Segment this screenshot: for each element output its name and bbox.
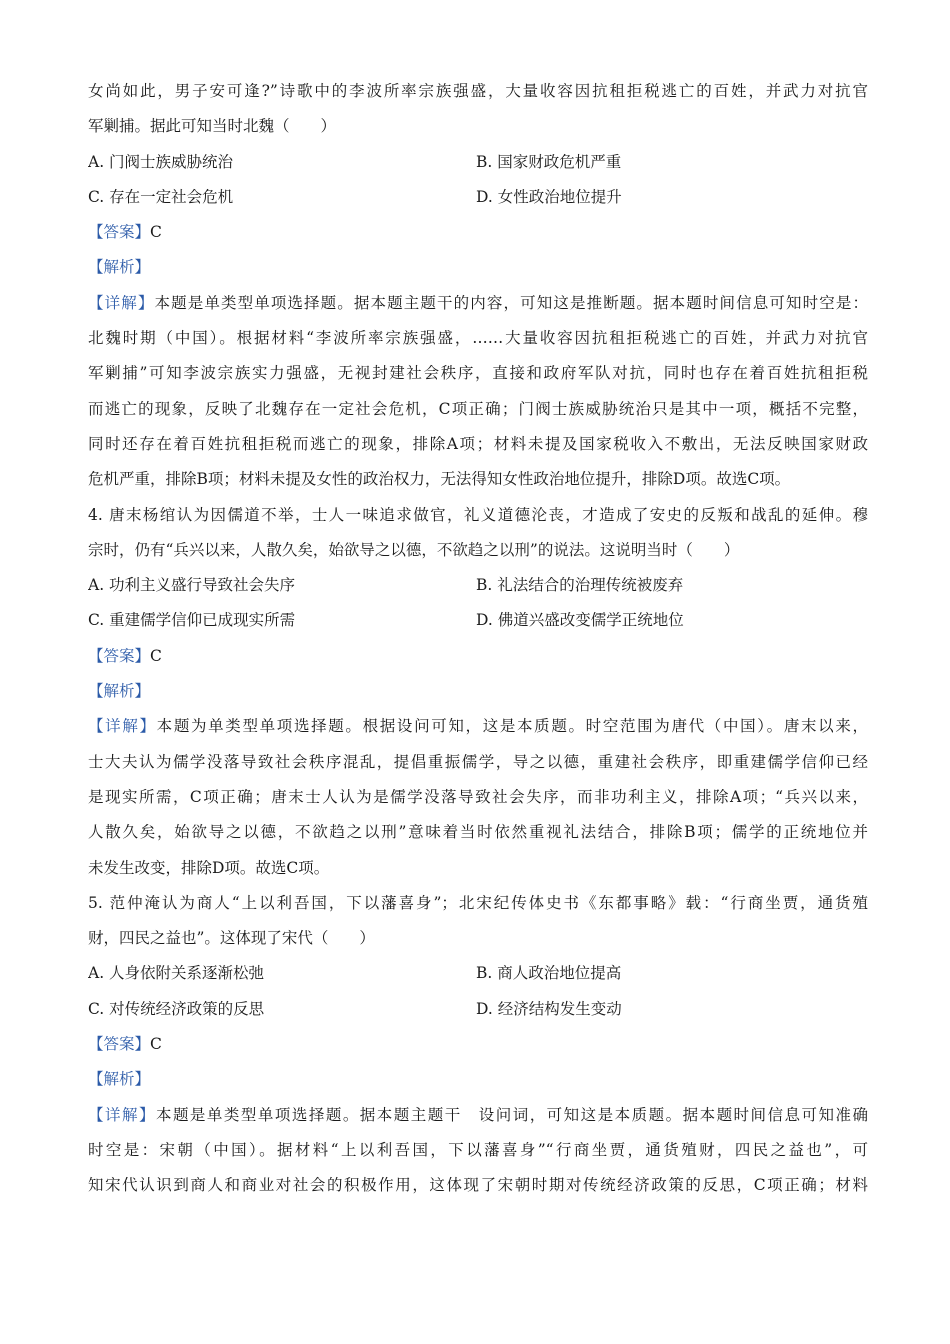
q3-detail-line-3: 军剿捕”可知李波宗族实力强盛，无视封建社会秩序，直接和政府军队对抗，同时也存在着百姓抗租拒税 <box>88 364 868 383</box>
q4-detail-line-2: 士大夫认为儒学没落导致社会秩序混乱，提倡重振儒学，导之以德，重建社会秩序，即重建儒学信仰已经 <box>88 752 868 771</box>
q4-stem-line-1: 4. 唐末杨绾认为因儒道不举，士人一味追求做官，礼义道德沦丧，才造成了安史的反叛和战乱的延伸。穆 <box>88 505 868 524</box>
q5-options-row-1 <box>88 956 868 991</box>
q5-answer-value: C <box>150 1035 162 1054</box>
q3-answer-label: 【答案】 <box>88 223 151 242</box>
q4-analysis-label: 【解析】 <box>88 682 151 701</box>
q4-detail-label: 【详解】 <box>88 717 157 736</box>
q5-analysis-label: 【解析】 <box>88 1070 151 1089</box>
q5-stem-line-1: 5. 范仲淹认为商人“上以利吾国，下以藩喜身”；北宋纪传体史书《东都事略》载：“行商坐贾，通货殖 <box>88 893 868 912</box>
q4-options-row-2 <box>88 603 868 638</box>
q4-detail-line-1 <box>88 709 868 744</box>
q5-answer-label: 【答案】 <box>88 1035 151 1054</box>
q3-detail-line-4: 而逃亡的现象，反映了北魏存在一定社会危机，C项正确；门阀士族威胁统治只是其中一项，概括不完整， <box>88 399 868 418</box>
q4-detail-line-3: 是现实所需，C项正确；唐末士人认为是儒学没落导致社会失序，而非功利主义，排除A项；“兵兴以来， <box>88 787 868 806</box>
q3-option-a: A. 门阀士族威胁统治 <box>88 152 234 171</box>
q4-answer-value: C <box>150 646 162 665</box>
q5-detail-line-3: 知宋代认识到商人和商业对社会的积极作用，这体现了宋朝时期对传统经济政策的反思，C项正确；材料 <box>88 1176 868 1195</box>
q3-answer <box>88 215 868 250</box>
q4-option-c: C. 重建儒学信仰已成现实所需 <box>88 611 296 630</box>
q3-detail-line-5: 同时还存在着百姓抗租拒税而逃亡的现象，排除A项；材料未提及国家税收入不敷出，无法反映国家财政 <box>88 434 868 453</box>
q3-option-b: B. 国家财政危机严重 <box>476 152 622 171</box>
q5-detail-text-1: 本题是单类型单项选择题。据本题主题干 设问词，可知这是本质题。据本题时间信息可知准确 <box>155 1105 868 1124</box>
q3-detail-line-6: 危机严重，排除B项；材料未提及女性的政治权力，无法得知女性政治地位提升，排除D项。故选C项。 <box>88 470 791 489</box>
q3-detail-label: 【详解】 <box>88 293 155 312</box>
q3-option-c: C. 存在一定社会危机 <box>88 187 234 206</box>
q5-option-c: C. 对传统经济政策的反思 <box>88 999 265 1018</box>
q5-options-row-2 <box>88 992 868 1027</box>
q5-detail-line-1 <box>88 1098 868 1133</box>
q3-detail-text-1: 本题是单类型单项选择题。据本题主题干的内容，可知这是推断题。据本题时间信息可知时空是： <box>154 293 868 312</box>
q4-option-b: B. 礼法结合的治理传统被废弃 <box>476 576 684 595</box>
q4-answer-label: 【答案】 <box>88 646 151 665</box>
q4-detail-text-1: 本题为单类型单项选择题。根据设问可知，这是本质题。时空范围为唐代（中国）。唐末以来， <box>156 717 868 736</box>
q3-option-d: D. 女性政治地位提升 <box>476 187 622 206</box>
q5-detail-label: 【详解】 <box>88 1105 156 1124</box>
q3-answer-value: C <box>150 223 162 242</box>
q4-option-d: D. 佛道兴盛改变儒学正统地位 <box>476 611 684 630</box>
q4-answer <box>88 639 868 674</box>
q3-options-row-2 <box>88 180 868 215</box>
q4-stem-line-2: 宗时，仍有“兵兴以来，人散久矣，始欲导之以德，不欲趋之以刑”的说法。这说明当时（ ） <box>88 540 740 559</box>
q4-option-a: A. 功利主义盛行导致社会失序 <box>88 576 296 595</box>
q5-stem-line-2: 财，四民之益也”。这体现了宋代（ ） <box>88 929 375 948</box>
q3-stem-line-1: 女尚如此，男子安可逢?”诗歌中的李波所率宗族强盛，大量收容因抗租拒税逃亡的百姓，并武力对抗官 <box>88 82 868 100</box>
q3-analysis-label: 【解析】 <box>88 258 151 277</box>
q3-options-row-1 <box>88 145 868 180</box>
q3-detail-line-1 <box>88 286 868 321</box>
q5-option-b: B. 商人政治地位提高 <box>476 964 622 983</box>
q5-option-a: A. 人身依附关系逐渐松弛 <box>88 964 265 983</box>
q5-answer <box>88 1027 868 1062</box>
document-page <box>88 74 868 1204</box>
q3-detail-line-2: 北魏时期（中国）。根据材料“李波所率宗族强盛，……大量收容因抗租拒税逃亡的百姓，并武力对抗官 <box>88 329 868 348</box>
q5-option-d: D. 经济结构发生变动 <box>476 999 622 1018</box>
q5-detail-line-2: 时空是：宋朝（中国）。据材料“上以利吾国，下以藩喜身”“行商坐贾，通货殖财，四民之益也”，可 <box>88 1140 868 1159</box>
q4-detail-line-5: 未发生改变，排除D项。故选C项。 <box>88 858 330 877</box>
q3-stem-line-2: 军剿捕。据此可知当时北魏（ ） <box>88 117 337 136</box>
q4-options-row-1 <box>88 568 868 603</box>
q4-detail-line-4: 人散久矣，始欲导之以德，不欲趋之以刑”意味着当时依然重视礼法结合，排除B项；儒学的正统地位并 <box>88 823 868 842</box>
